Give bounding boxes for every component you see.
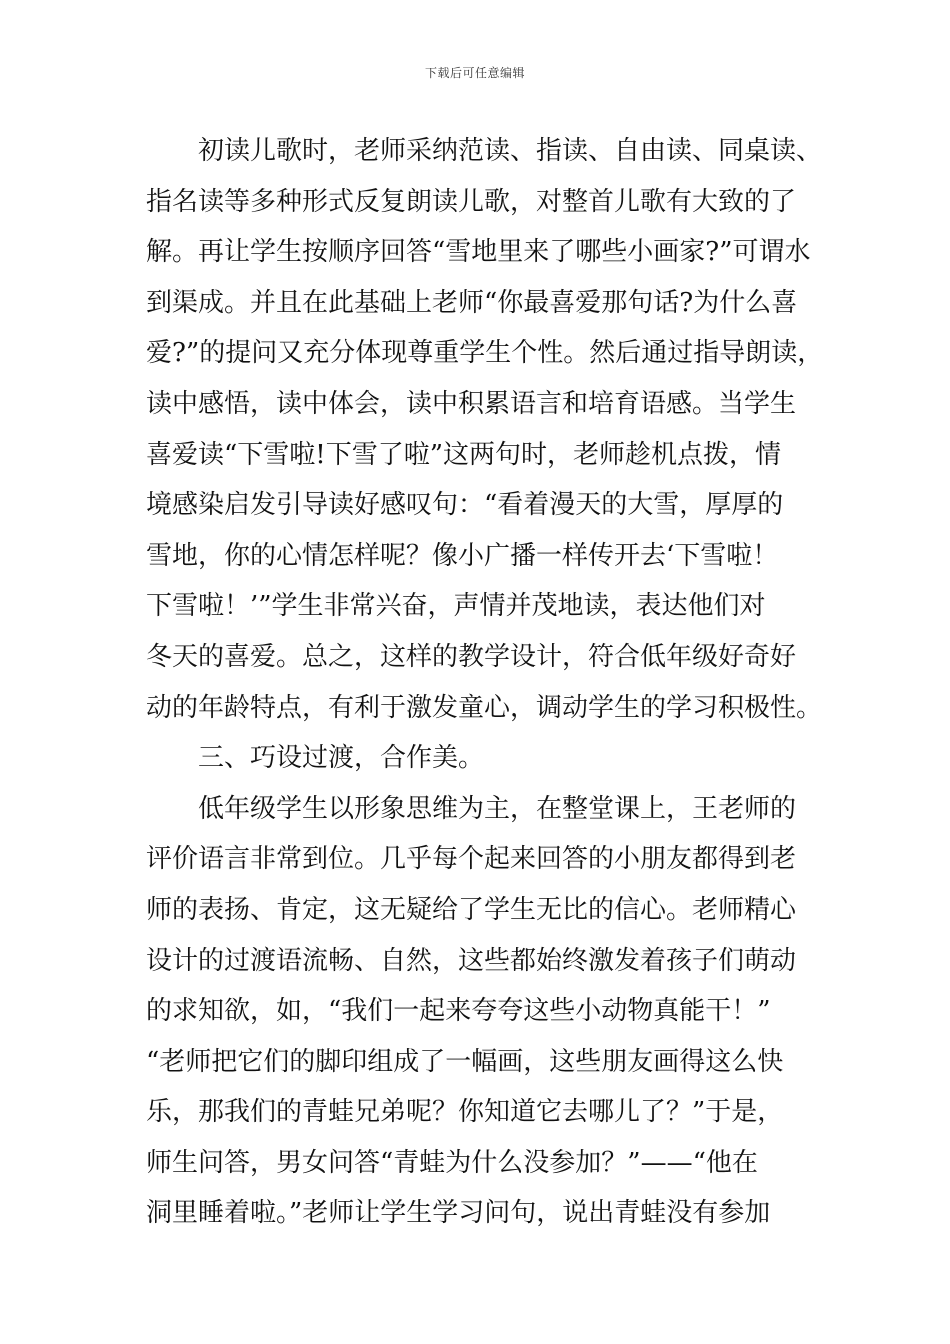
text-line: 爱?”的提问又充分体现尊重学生个性。然后通过指导朗读， — [146, 338, 824, 369]
text-line: 下雪啦！’”学生非常兴奋，声情并茂地读，表达他们对 — [146, 591, 766, 622]
section-heading: 三、巧设过渡，合作美。 — [198, 743, 485, 774]
text-line: 读中感悟，读中体会，读中积累语言和培育语感。当学生 — [146, 388, 797, 419]
text-line: 喜爱读“下雪啦!下雪了啦”这两句时，老师趁机点拨，情 — [146, 439, 782, 470]
text-line: 师生问答，男女问答“青蛙为什么没参加？”——“他在 — [146, 1147, 758, 1178]
text-line: 设计的过渡语流畅、自然，这些都始终激发着孩子们萌动 — [146, 945, 797, 976]
text-line: 指名读等多种形式反复朗读儿歌，对整首儿歌有大致的了 — [146, 186, 797, 217]
page-header: 下载后可任意编辑 — [424, 66, 525, 80]
text-line: 评价语言非常到位。几乎每个起来回答的小朋友都得到老 — [146, 844, 797, 875]
text-line: 解。再让学生按顺序回答“雪地里来了哪些小画家?”可谓水 — [146, 237, 811, 268]
text-line: 师的表扬、肯定，这无疑给了学生无比的信心。老师精心 — [146, 894, 797, 925]
text-line: 冬天的喜爱。总之，这样的教学设计，符合低年级好奇好 — [146, 641, 797, 672]
text-line: “老师把它们的脚印组成了一幅画，这些朋友画得这么快 — [146, 1046, 784, 1077]
text-line: 的求知欲，如，“我们一起来夸夸这些小动物真能干！” — [146, 996, 771, 1027]
text-line: 初读儿歌时，老师采纳范读、指读、自由读、同桌读、 — [198, 136, 823, 166]
text-line: 境感染启发引导读好感叹句：“看着漫天的大雪，厚厚的 — [146, 490, 784, 521]
text-line: 到渠成。并且在此基础上老师“你最喜爱那句话?为什么喜 — [146, 287, 798, 318]
text-line: 洞里睡着啦。”老师让学生学习问句，说出青蛙没有参加 — [146, 1198, 771, 1229]
document-body — [146, 126, 824, 1239]
text-line: 低年级学生以形象思维为主，在整堂课上，王老师的 — [198, 793, 797, 824]
text-line: 动的年龄特点，有利于激发童心，调动学生的学习积极性。 — [146, 692, 823, 723]
text-line: 雪地，你的心情怎样呢？像小广播一样传开去‘下雪啦！ — [146, 540, 779, 571]
text-line: 乐，那我们的青蛙兄弟呢？你知道它去哪儿了？”于是， — [146, 1097, 784, 1128]
